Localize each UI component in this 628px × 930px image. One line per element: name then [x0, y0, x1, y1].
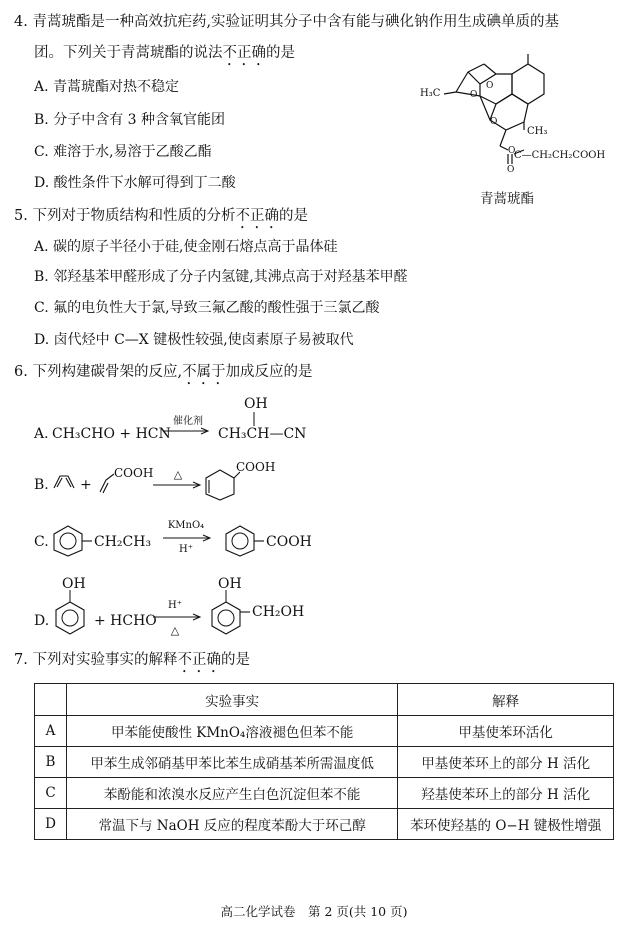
q6a-product-oh: OH: [244, 396, 268, 412]
row-label: C: [35, 778, 67, 809]
q4-stem-line2: 团。下列关于青蒿琥酯的说法不正确的是: [34, 45, 295, 61]
h3c-label: H₃C: [420, 88, 441, 99]
q6d-product-oh: OH: [218, 576, 242, 592]
q6b-label: B.: [34, 477, 49, 493]
q7-emphasis: 不正确: [177, 652, 221, 668]
q6a-reactants: CH₃CHO + HCN: [52, 426, 171, 442]
q7-stem: 7. 下列对实验事实的解释不正确的是: [14, 652, 250, 668]
q6d-oh: OH: [62, 576, 86, 592]
q6b-arrow: [153, 481, 203, 489]
table-row: [35, 778, 614, 809]
row-label: D: [35, 809, 67, 840]
q6b-product: COOH: [236, 460, 276, 474]
row-fact: 甲苯生成邻硝基甲苯比苯生成硝基苯所需温度低: [66, 747, 397, 778]
svg-text:O: O: [470, 90, 478, 100]
q6b-reagent: COOH: [114, 466, 154, 480]
q7-table: [34, 683, 614, 840]
q5-emphasis: 不正确: [235, 208, 279, 224]
table-header-empty: [35, 684, 67, 716]
q6c-arrow: [163, 534, 213, 542]
row-label: A: [35, 716, 67, 747]
q6-emphasis: 不属于: [182, 364, 226, 380]
table-header-fact: 实验事实: [66, 684, 397, 716]
q6d-label: D.: [34, 613, 50, 629]
row-label: B: [35, 747, 67, 778]
q5-option-d: D. 卤代烃中 C—X 键极性较强,使卤素原子易被取代: [34, 332, 354, 348]
ch3-label: CH₃: [527, 126, 548, 137]
q6a-product: CH₃CH—CN: [218, 426, 307, 442]
q5-option-c: C. 氟的电负性大于氯,导致三氟乙酸的酸性强于三氯乙酸: [34, 300, 380, 316]
table-header-row: [35, 684, 614, 716]
q6d-product: CH₂OH: [252, 604, 305, 620]
q5-stem: 5. 下列对于物质结构和性质的分析不正确的是: [14, 208, 308, 224]
row-explanation: 甲基使苯环活化: [398, 716, 614, 747]
q4-option-c: C. 难溶于水,易溶于乙酸乙酯: [34, 144, 212, 160]
row-fact: 苯酚能和浓溴水反应产生白色沉淀但苯不能: [66, 778, 397, 809]
q6d-hcho: + HCHO: [94, 613, 157, 629]
svg-text:O: O: [508, 146, 516, 156]
table-row: [35, 809, 614, 840]
page-footer: 高二化学试卷 第 2 页(共 10 页): [220, 904, 408, 919]
q4-emphasis: 不正确: [222, 45, 266, 61]
q4-option-a: A. 青蒿琥酯对热不稳定: [34, 79, 180, 95]
phenol-structure: [52, 601, 88, 635]
cyclohexene-acid-structure: [200, 466, 240, 502]
q5-option-a: A. 碳的原子半径小于硅,使金刚石熔点高于晶体硅: [34, 239, 338, 255]
table-row: [35, 747, 614, 778]
q6c-substituent: CH₂CH₃: [94, 534, 152, 550]
table-header-explanation: 解释: [398, 684, 614, 716]
svg-text:O: O: [507, 165, 515, 174]
q6b-plus: +: [80, 477, 92, 493]
q4-option-b: B. 分子中含有 3 种含氧官能团: [34, 112, 225, 128]
q6a-condition: 催化剂: [173, 416, 203, 427]
q4-option-d: D. 酸性条件下水解可得到丁二酸: [34, 175, 236, 191]
acrylic-acid-structure: [96, 470, 116, 496]
row-explanation: 甲基使苯环上的部分 H 活化: [398, 747, 614, 778]
row-fact: 甲苯能使酸性 KMnO₄溶液褪色但苯不能: [66, 716, 397, 747]
q6b-condition: △: [173, 468, 183, 481]
q6-stem: 6. 下列构建碳骨架的反应,不属于加成反应的是: [14, 364, 313, 380]
table-row: [35, 716, 614, 747]
svg-text:O: O: [486, 81, 494, 91]
row-explanation: 羟基使苯环上的部分 H 活化: [398, 778, 614, 809]
q6d-condition-bottom: △: [170, 624, 180, 637]
q6c-label: C.: [34, 534, 49, 550]
q6a-arrow: [163, 427, 211, 435]
row-fact: 常温下与 NaOH 反应的程度苯酚大于环己醇: [66, 809, 397, 840]
butadiene-structure: [50, 470, 76, 496]
q6d-condition-top: H⁺: [168, 600, 182, 611]
q4-stem-line1: 4. 青蒿琥酯是一种高效抗疟药,实验证明其分子中含有能与碘化钠作用生成碘单质的基: [14, 14, 560, 30]
q6d-arrow: [153, 613, 203, 621]
q5-option-b: B. 邻羟基苯甲醛形成了分子内氢键,其沸点高于对羟基苯甲醛: [34, 269, 408, 285]
svg-text:O: O: [490, 117, 498, 127]
artesunate-caption: 青蒿琥酯: [480, 191, 534, 207]
q6c-condition-top: KMnO₄: [167, 520, 205, 531]
row-explanation: 苯环使羟基的 O−H 键极性增强: [398, 809, 614, 840]
artesunate-structure: [420, 46, 620, 174]
side-chain-label: C—CH₂CH₂COOH: [514, 150, 606, 161]
q6c-product: COOH: [266, 534, 312, 550]
q6a-label: A.: [34, 426, 49, 442]
benzoic-acid-structure: [222, 524, 264, 558]
ethylbenzene-structure: [50, 524, 92, 558]
q6c-condition-bottom: H⁺: [179, 544, 193, 555]
